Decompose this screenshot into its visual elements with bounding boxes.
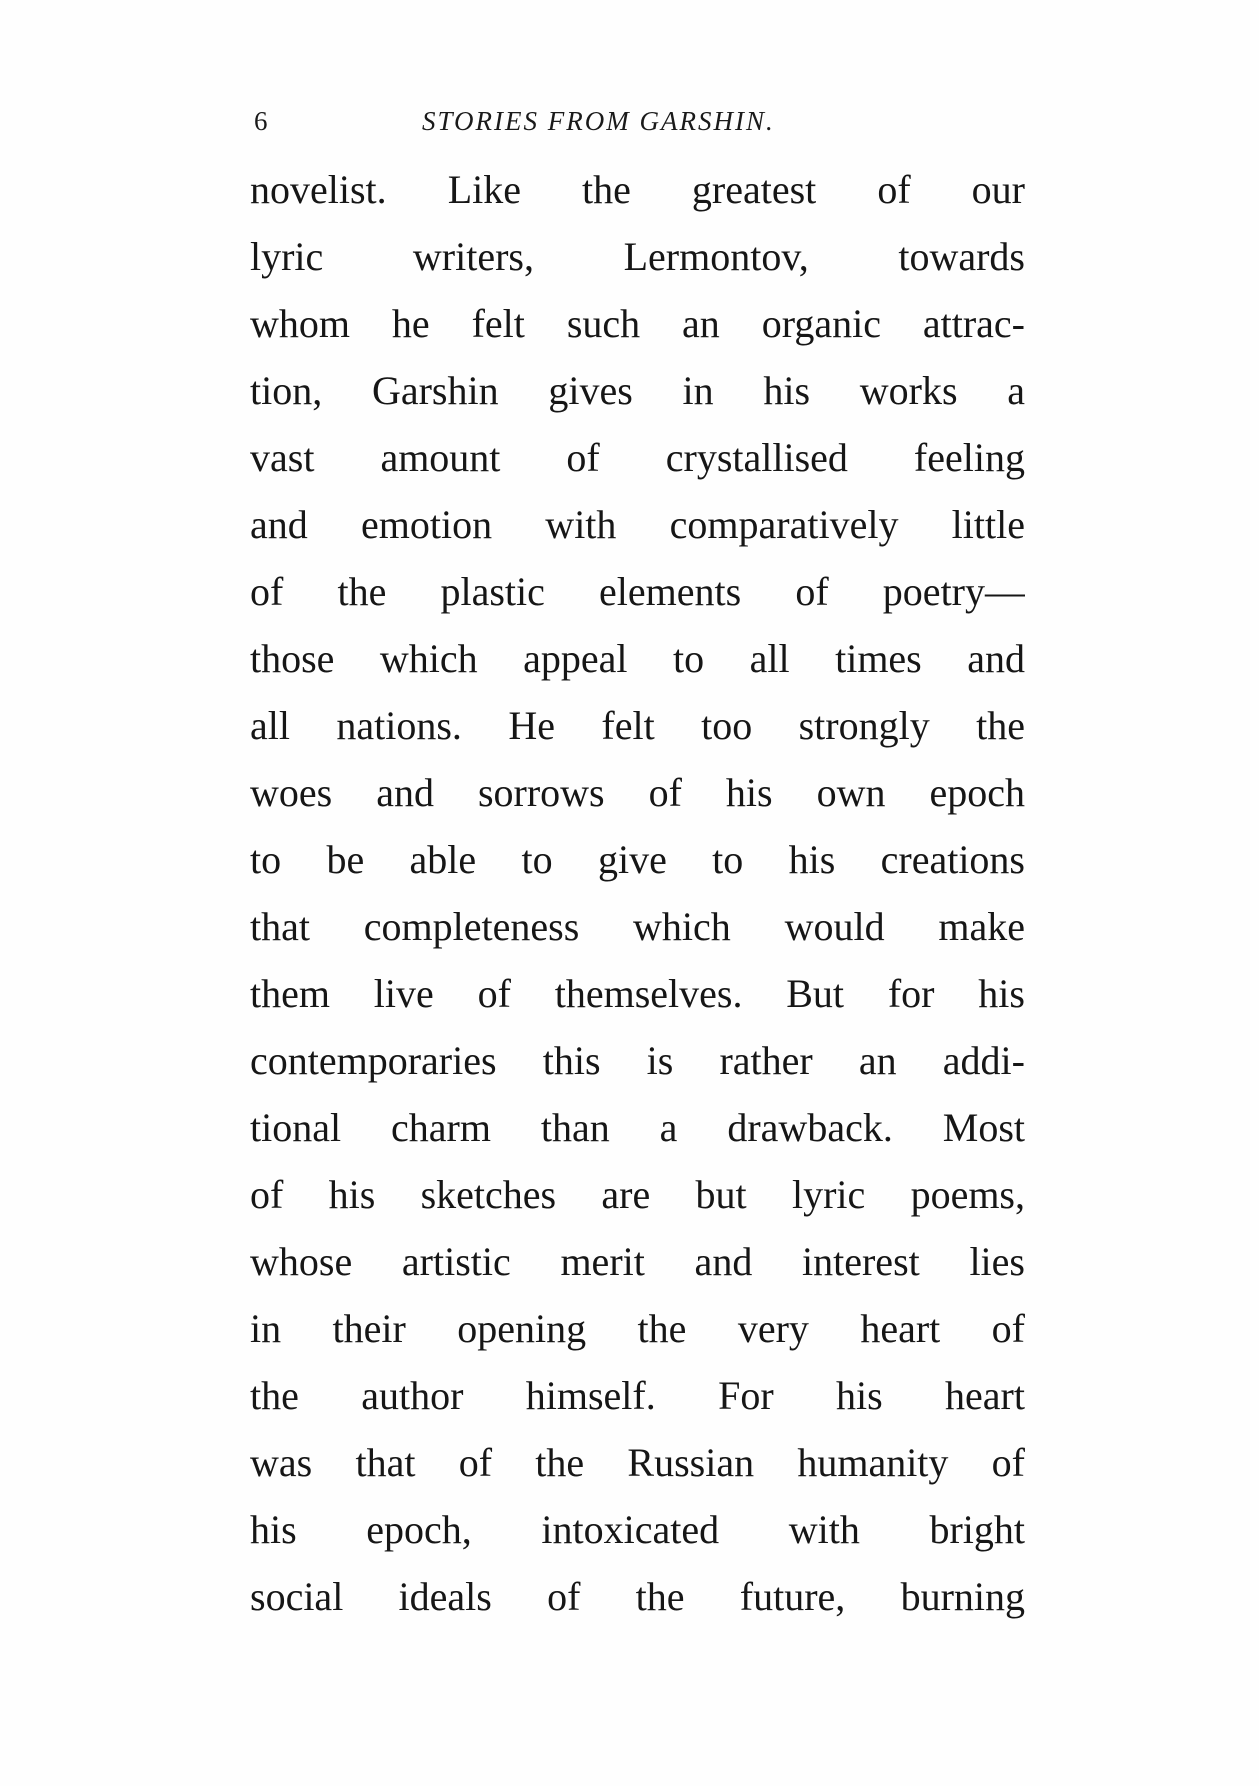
text-line: to be able to give to his creations [250,837,1025,882]
text-line: social ideals of the future, burning [250,1574,1025,1619]
text-line: those which appeal to all times and [250,636,1025,681]
text-line: vast amount of crystallised feeling [250,435,1025,480]
text-line: was that of the Russian humanity of [250,1440,1025,1485]
text-line: of his sketches are but lyric poems, [250,1172,1025,1217]
text-line: novelist. Like the greatest of our [250,167,1025,212]
page-header [250,101,1025,141]
text-line: whom he felt such an organic attrac- [250,301,1025,346]
text-line: tion, Garshin gives in his works a [250,368,1025,413]
text-line: of the plastic elements of poetry— [250,569,1025,614]
text-line: and emotion with comparatively little [250,502,1025,547]
text-line: woes and sorrows of his own epoch [250,770,1025,815]
running-title: STORIES FROM GARSHIN. [422,106,775,136]
body-text [250,156,1025,1630]
text-line: tional charm than a drawback. Most [250,1105,1025,1150]
text-line: whose artistic merit and interest lies [250,1239,1025,1284]
text-line: in their opening the very heart of [250,1306,1025,1351]
text-line: his epoch, intoxicated with bright [250,1507,1025,1552]
text-line: that completeness which would make [250,904,1025,949]
text-line: all nations. He felt too strongly the [250,703,1025,748]
text-line: the author himself. For his heart [250,1373,1025,1418]
text-line: contemporaries this is rather an addi- [250,1038,1025,1083]
text-line: them live of themselves. But for his [250,971,1025,1016]
text-line: lyric writers, Lermontov, towards [250,234,1025,279]
page-number: 6 [254,106,268,136]
